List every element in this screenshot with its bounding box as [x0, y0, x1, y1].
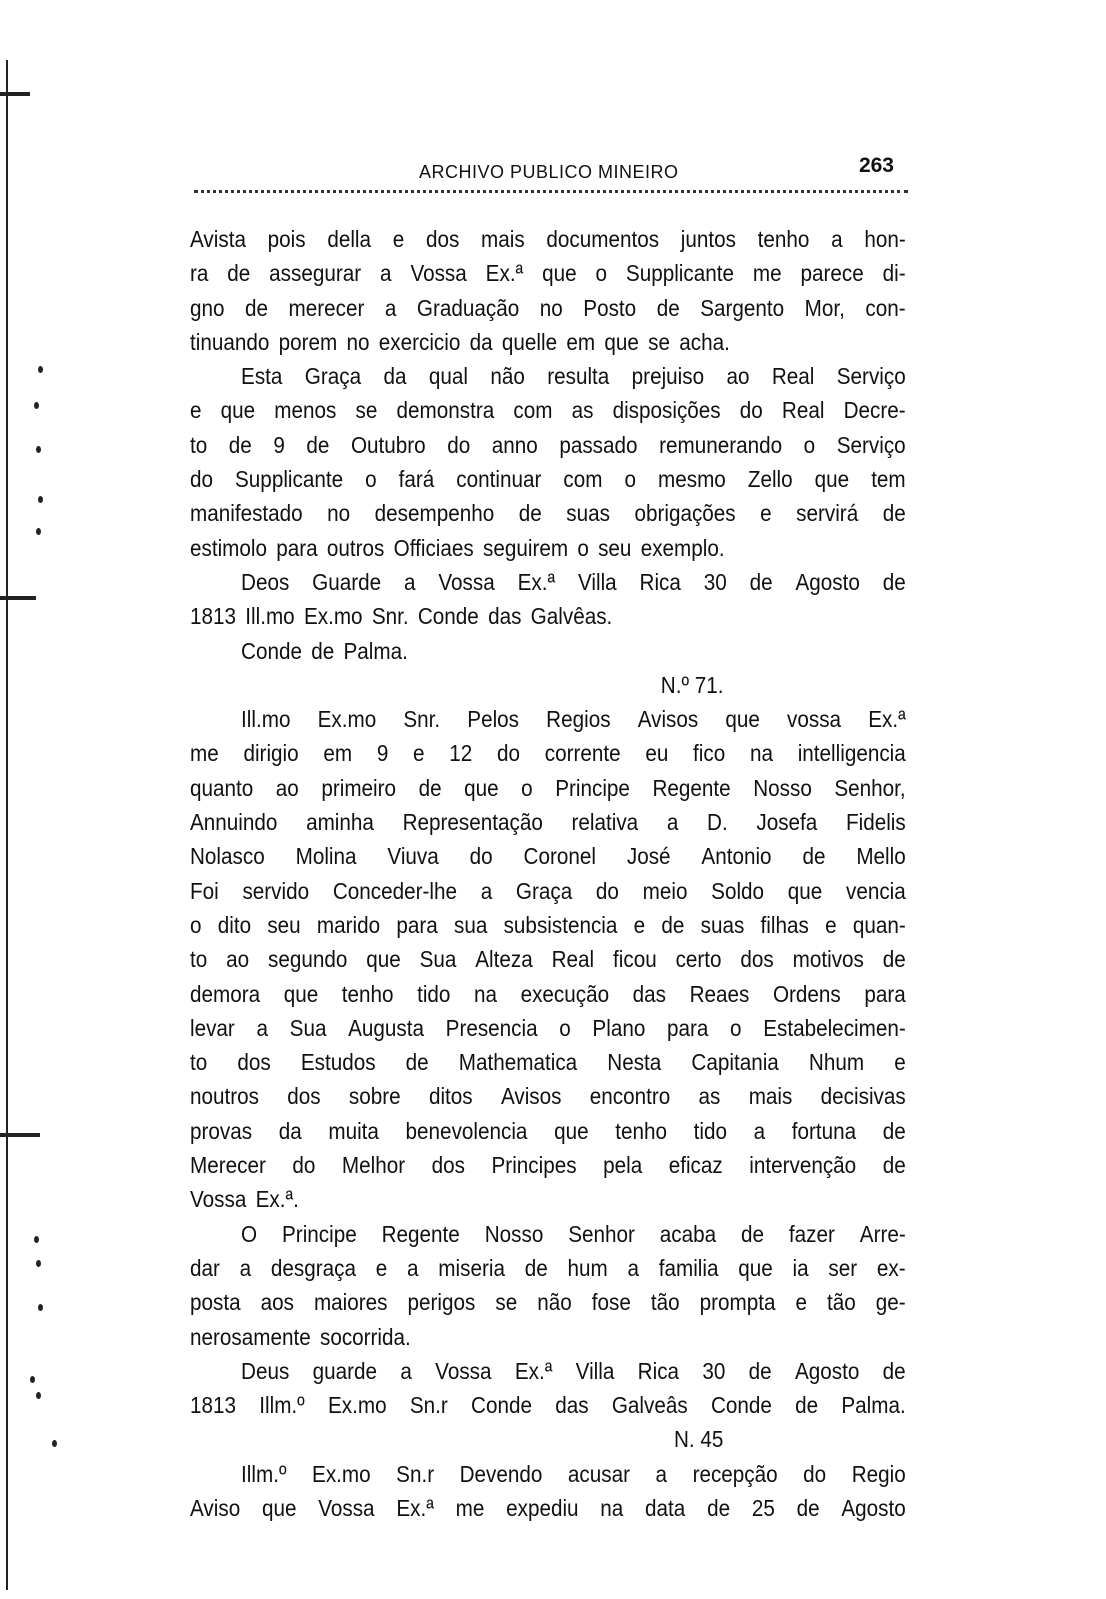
text-line: ra de assegurar a Vossa Ex.ª que o Supplicante me parece di-: [190, 260, 906, 287]
text-line: Esta Graça da qual não resulta prejuiso ao Real Serviço: [241, 363, 906, 390]
ink-speck: [36, 446, 41, 453]
text-line: Vossa Ex.ª.: [190, 1186, 299, 1213]
text-line: levar a Sua Augusta Presencia o Plano para o Estabelecimen-: [190, 1014, 906, 1041]
ink-speck: [52, 1440, 57, 1447]
text-line: Annuindo aminha Representação relativa a D. Josefa Fidelis: [190, 809, 906, 836]
text-line: do Supplicante o fará continuar com o mesmo Zello que tem: [190, 466, 906, 493]
text-line: e que menos se demonstra com as disposições do Real Decre-: [190, 397, 906, 424]
body-text: [190, 222, 906, 1525]
text-line: O Principe Regente Nosso Senhor acaba de fazer Arre-: [241, 1220, 906, 1247]
ink-speck: [38, 1304, 43, 1311]
ink-speck: [38, 366, 43, 373]
text-line: gno de merecer a Graduação no Posto de Sargento Mor, con-: [190, 294, 906, 321]
text-line: Avista pois della e dos mais documentos juntos tenho a hon-: [190, 226, 906, 252]
text-line: dar a desgraça e a miseria de hum a familia que ia ser ex-: [190, 1254, 906, 1281]
text-line: Nolasco Molina Viuva do Coronel José Antonio de Mello: [190, 843, 906, 870]
text-line: o dito seu marido para sua subsistencia e de suas filhas e quan-: [190, 911, 906, 938]
ink-speck: [30, 1376, 35, 1383]
edge-mark: [0, 92, 30, 96]
text-line: Aviso que Vossa Ex.ª me expediu na data de 25 de Agosto: [190, 1494, 906, 1521]
text-line: Foi servido Conceder-lhe a Graça do meio Soldo que vencia: [190, 877, 906, 904]
text-line: Illm.º Ex.mo Sn.r Devendo acusar a recepção do Regio: [241, 1460, 906, 1487]
text-line: to ao segundo que Sua Alteza Real ficou certo dos motivos de: [190, 946, 906, 973]
ink-speck: [36, 528, 41, 535]
text-line: me dirigio em 9 e 12 do corrente eu fico na intelligencia: [190, 740, 906, 767]
text-line: 1813 Ill.mo Ex.mo Snr. Conde das Galvêas.: [190, 603, 613, 630]
text-line: quanto ao primeiro de que o Principe Regente Nosso Senhor,: [190, 774, 906, 801]
edge-mark: [0, 1133, 40, 1137]
ink-speck: [34, 402, 39, 409]
page-edge-line: [6, 60, 8, 1590]
text-line: manifestado no desempenho de suas obrigações e servirá de: [190, 500, 906, 527]
text-line: N. 45: [674, 1426, 724, 1453]
text-line: Ill.mo Ex.mo Snr. Pelos Regios Avisos que vossa Ex.ª: [241, 706, 906, 733]
text-line: Conde de Palma.: [241, 637, 408, 664]
text-line: Deos Guarde a Vossa Ex.ª Villa Rica 30 de Agosto de: [241, 568, 906, 595]
text-line: demora que tenho tido na execução das Reaes Ordens para: [190, 980, 906, 1007]
text-line: estimolo para outros Officiaes seguirem o seu exemplo.: [190, 534, 725, 561]
text-line: Merecer do Melhor dos Principes pela eficaz intervenção de: [190, 1152, 906, 1179]
ink-speck: [36, 1392, 41, 1399]
text-line: noutros dos sobre ditos Avisos encontro as mais decisivas: [190, 1083, 906, 1110]
page-number: 263: [858, 154, 894, 177]
text-line: to dos Estudos de Mathematica Nesta Capitania Nhum e: [190, 1049, 906, 1076]
ink-speck: [38, 496, 43, 503]
edge-mark: [0, 596, 36, 600]
text-line: tinuando porem no exercicio da quelle em que se acha.: [190, 328, 730, 355]
text-line: Deus guarde a Vossa Ex.ª Villa Rica 30 de Agosto de: [241, 1357, 906, 1384]
text-line: to de 9 de Outubro do anno passado remunerando o Serviço: [190, 431, 906, 458]
header-title: ARCHIVO PUBLICO MINEIRO: [419, 162, 679, 182]
running-header: [194, 154, 908, 193]
text-line: N.º 71.: [660, 671, 724, 698]
ink-speck: [36, 1260, 41, 1267]
text-line: provas da muita benevolencia que tenho tido a fortuna de: [190, 1117, 906, 1144]
text-line: nerosamente socorrida.: [190, 1323, 411, 1350]
text-line: 1813 Illm.º Ex.mo Sn.r Conde das Galveâs Conde de Palma.: [190, 1392, 906, 1419]
text-line: posta aos maiores perigos se não fose tão prompta e tão ge-: [190, 1289, 906, 1316]
ink-speck: [34, 1236, 39, 1243]
